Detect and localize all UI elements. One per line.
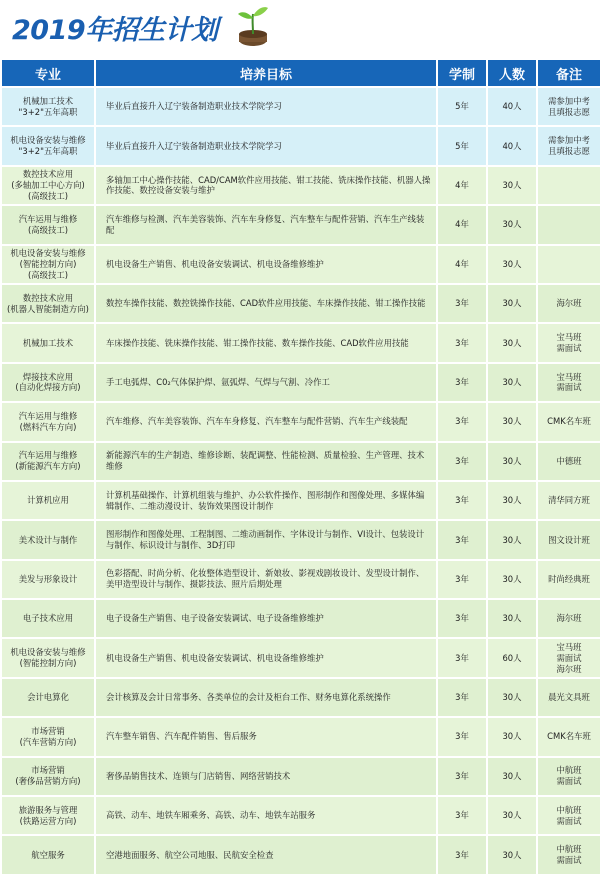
cell-major: 汽车运用与维修 (高级技工) xyxy=(2,206,94,243)
cell-years: 3年 xyxy=(438,797,486,834)
cell-years: 3年 xyxy=(438,639,486,676)
cell-count: 30人 xyxy=(488,758,536,795)
cell-years: 3年 xyxy=(438,324,486,361)
cell-major: 会计电算化 xyxy=(2,679,94,716)
cell-count: 30人 xyxy=(488,482,536,519)
header-note: 备注 xyxy=(538,60,600,86)
cell-major: 美发与形象设计 xyxy=(2,561,94,598)
cell-note: 中航班 需面试 xyxy=(538,758,600,795)
cell-goal: 手工电弧焊、C0₂气体保护焊、氩弧焊、气焊与气割、冷作工 xyxy=(96,364,436,401)
cell-goal: 机电设备生产销售、机电设备安装调试、机电设备维修维护 xyxy=(96,246,436,283)
cell-major: 美术设计与制作 xyxy=(2,521,94,558)
header-count: 人数 xyxy=(488,60,536,86)
cell-goal: 毕业后直接升入辽宁装备制造职业技术学院学习 xyxy=(96,88,436,125)
cell-major: 数控技术应用 (机器人智能制造方向) xyxy=(2,285,94,322)
cell-goal: 图形制作和图像处理、工程制图、二维动画制作、字体设计与制作、VI设计、包装设计与制作、标识设计与制作、3D打印 xyxy=(96,521,436,558)
cell-note: 宝马班 需面试 海尔班 xyxy=(538,639,600,676)
cell-goal: 汽车维修、汽车美容装饰、汽车车身修复、汽车整车与配件营销、汽车生产线装配 xyxy=(96,403,436,440)
cell-goal: 计算机基础操作、计算机组装与维护、办公软件操作、图形制作和图像处理、多媒体编辑制作、二维动漫设计、装饰效果图设计制作 xyxy=(96,482,436,519)
cell-note: 中航班 需面试 xyxy=(538,797,600,834)
cell-count: 30人 xyxy=(488,797,536,834)
cell-years: 3年 xyxy=(438,482,486,519)
cell-count: 30人 xyxy=(488,285,536,322)
cell-goal: 奢侈品销售技术、连锁与门店销售、网络营销技术 xyxy=(96,758,436,795)
cell-major: 旅游服务与管理 (铁路运营方向) xyxy=(2,797,94,834)
cell-major: 焊接技术应用 (自动化焊接方向) xyxy=(2,364,94,401)
cell-count: 30人 xyxy=(488,206,536,243)
cell-goal: 毕业后直接升入辽宁装备制造职业技术学院学习 xyxy=(96,127,436,164)
table-row xyxy=(2,718,600,755)
seedling-icon xyxy=(236,4,270,48)
header-major: 专业 xyxy=(2,60,94,86)
cell-goal: 色彩搭配、时尚分析、化妆整体造型设计、新娘妆、影视戏剧妆设计、发型设计制作、美甲造型设计与制作、摄影技法、照片后期处理 xyxy=(96,561,436,598)
page-header xyxy=(0,0,600,56)
cell-note: 中航班 需面试 xyxy=(538,836,600,873)
table-row xyxy=(2,758,600,795)
cell-years: 3年 xyxy=(438,443,486,480)
cell-note: 时尚经典班 xyxy=(538,561,600,598)
table-row xyxy=(2,88,600,125)
cell-goal: 电子设备生产销售、电子设备安装调试、电子设备维修维护 xyxy=(96,600,436,637)
cell-note: 清华同方班 xyxy=(538,482,600,519)
header-goal: 培养目标 xyxy=(96,60,436,86)
table-row xyxy=(2,521,600,558)
table-row xyxy=(2,482,600,519)
table-row xyxy=(2,246,600,283)
page-title: 2019年招生计划 xyxy=(12,15,218,46)
cell-count: 40人 xyxy=(488,88,536,125)
cell-major: 机械加工技术 xyxy=(2,324,94,361)
cell-major: 数控技术应用 (多轴加工中心方向) (高级技工) xyxy=(2,167,94,204)
table-row xyxy=(2,206,600,243)
cell-count: 30人 xyxy=(488,521,536,558)
enrollment-table xyxy=(0,58,600,876)
cell-major: 市场营销 (奢侈品营销方向) xyxy=(2,758,94,795)
cell-count: 30人 xyxy=(488,403,536,440)
cell-note: CMK名车班 xyxy=(538,403,600,440)
cell-major: 汽车运用与维修 (燃料汽车方向) xyxy=(2,403,94,440)
cell-note: 宝马班 需面试 xyxy=(538,324,600,361)
cell-years: 3年 xyxy=(438,836,486,873)
table-row xyxy=(2,679,600,716)
cell-years: 3年 xyxy=(438,364,486,401)
cell-note xyxy=(538,246,600,283)
cell-goal: 车床操作技能、铣床操作技能、钳工操作技能、数车操作技能、CAD软件应用技能 xyxy=(96,324,436,361)
table-row xyxy=(2,639,600,676)
cell-count: 30人 xyxy=(488,836,536,873)
table-row xyxy=(2,561,600,598)
cell-count: 60人 xyxy=(488,639,536,676)
cell-major: 机电设备安装与维修 "3+2"五年高职 xyxy=(2,127,94,164)
cell-count: 30人 xyxy=(488,324,536,361)
cell-years: 3年 xyxy=(438,679,486,716)
cell-note: 需参加中考 且填报志愿 xyxy=(538,88,600,125)
cell-goal: 数控车操作技能、数控铣操作技能、CAD软件应用技能、车床操作技能、钳工操作技能 xyxy=(96,285,436,322)
cell-years: 3年 xyxy=(438,285,486,322)
table-row xyxy=(2,836,600,873)
header-years: 学制 xyxy=(438,60,486,86)
cell-years: 3年 xyxy=(438,521,486,558)
cell-note xyxy=(538,206,600,243)
cell-goal: 会计核算及会计日常事务、各类单位的会计及柜台工作、财务电算化系统操作 xyxy=(96,679,436,716)
cell-major: 机电设备安装与维修 (智能控制方向) (高级技工) xyxy=(2,246,94,283)
table-header-row xyxy=(2,60,600,86)
cell-goal: 多轴加工中心操作技能、CAD/CAM软件应用技能、钳工技能、铣床操作技能、机器人操作技能、数控设备安装与维护 xyxy=(96,167,436,204)
cell-count: 30人 xyxy=(488,561,536,598)
cell-count: 40人 xyxy=(488,127,536,164)
cell-count: 30人 xyxy=(488,600,536,637)
cell-note: 晨光文具班 xyxy=(538,679,600,716)
cell-count: 30人 xyxy=(488,167,536,204)
cell-note: 需参加中考 且填报志愿 xyxy=(538,127,600,164)
table-row xyxy=(2,167,600,204)
cell-note: 中德班 xyxy=(538,443,600,480)
cell-major: 机械加工技术 "3+2"五年高职 xyxy=(2,88,94,125)
cell-years: 3年 xyxy=(438,561,486,598)
cell-note: CMK名车班 xyxy=(538,718,600,755)
cell-major: 航空服务 xyxy=(2,836,94,873)
cell-goal: 汽车维修与检测、汽车美容装饰、汽车车身修复、汽车整车与配件营销、汽车生产线装配 xyxy=(96,206,436,243)
cell-major: 机电设备安装与维修 (智能控制方向) xyxy=(2,639,94,676)
cell-goal: 汽车整车销售、汽车配件销售、售后服务 xyxy=(96,718,436,755)
cell-count: 30人 xyxy=(488,364,536,401)
cell-years: 3年 xyxy=(438,403,486,440)
cell-goal: 空港地面服务、航空公司地服、民航安全检查 xyxy=(96,836,436,873)
cell-count: 30人 xyxy=(488,679,536,716)
cell-goal: 新能源汽车的生产制造、维修诊断、装配调整、性能检测、质量检验、生产管理、技术维修 xyxy=(96,443,436,480)
cell-count: 30人 xyxy=(488,246,536,283)
cell-goal: 高铁、动车、地铁车厢乘务、高铁、动车、地铁车站服务 xyxy=(96,797,436,834)
table-row xyxy=(2,127,600,164)
cell-years: 5年 xyxy=(438,127,486,164)
cell-note: 宝马班 需面试 xyxy=(538,364,600,401)
table-row xyxy=(2,600,600,637)
cell-major: 市场营销 (汽车营销方向) xyxy=(2,718,94,755)
cell-note: 图文设计班 xyxy=(538,521,600,558)
cell-note: 海尔班 xyxy=(538,285,600,322)
cell-note xyxy=(538,167,600,204)
cell-count: 30人 xyxy=(488,443,536,480)
table-row xyxy=(2,364,600,401)
cell-years: 4年 xyxy=(438,167,486,204)
cell-years: 5年 xyxy=(438,88,486,125)
table-row xyxy=(2,403,600,440)
table-row xyxy=(2,324,600,361)
cell-years: 4年 xyxy=(438,206,486,243)
cell-years: 3年 xyxy=(438,600,486,637)
cell-years: 3年 xyxy=(438,758,486,795)
table-row xyxy=(2,797,600,834)
cell-goal: 机电设备生产销售、机电设备安装调试、机电设备维修维护 xyxy=(96,639,436,676)
cell-years: 3年 xyxy=(438,718,486,755)
cell-major: 电子技术应用 xyxy=(2,600,94,637)
cell-major: 计算机应用 xyxy=(2,482,94,519)
cell-count: 30人 xyxy=(488,718,536,755)
cell-note: 海尔班 xyxy=(538,600,600,637)
cell-major: 汽车运用与维修 (新能源汽车方向) xyxy=(2,443,94,480)
table-row xyxy=(2,443,600,480)
table-row xyxy=(2,285,600,322)
cell-years: 4年 xyxy=(438,246,486,283)
